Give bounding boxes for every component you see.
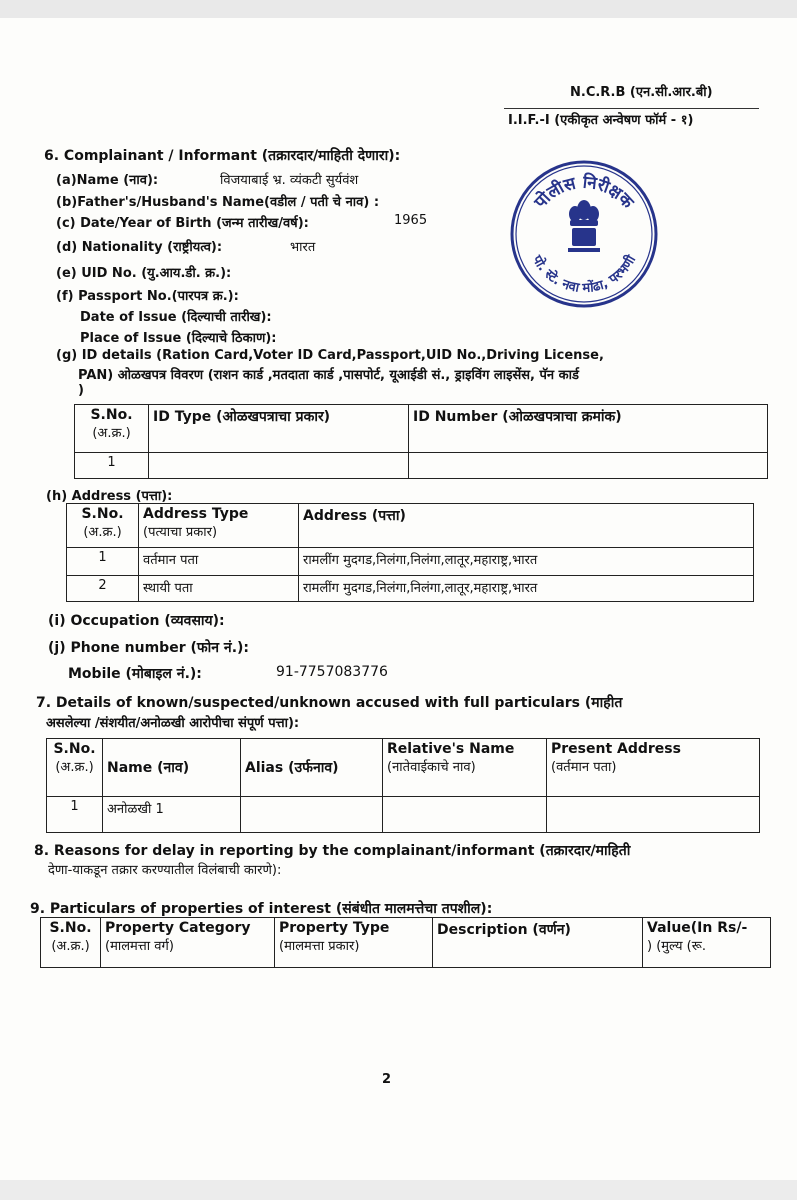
properties-header-category: Property Category (मालमत्ता वर्ग) (101, 918, 275, 968)
passport-label: (f) Passport No.(पारपत्र क्र.): (56, 289, 239, 304)
name-label: (a)Name (नाव): (56, 173, 159, 188)
stamp-top-text: पोलीस निरीक्षक (530, 172, 638, 213)
address-row-2-type: स्थायी पता (139, 576, 299, 602)
address-row-1-address: रामलींग मुदगड,निलंगा,निलंगा,लातूर,महाराष्ट्र,भारत (299, 548, 754, 576)
mobile-label: Mobile (मोबाइल नं.): (68, 666, 202, 682)
header-rule (504, 108, 759, 109)
accused-row-alias (241, 797, 383, 833)
address-table (66, 503, 754, 602)
properties-header-description: Description (वर्णन) (433, 918, 643, 968)
id-row-sno: 1 (75, 453, 149, 479)
address-table-header-address: Address (पत्ता) (299, 504, 754, 548)
uid-label: (e) UID No. (यु.आय.डी. क्र.): (56, 266, 232, 281)
table-row (47, 797, 760, 833)
top-margin (0, 0, 797, 18)
page-number: 2 (382, 1072, 392, 1087)
accused-row-name: अनोळखी 1 (103, 797, 241, 833)
accused-row-address (547, 797, 760, 833)
id-table-header-type: ID Type (ओळखपत्राचा प्रकार) (149, 405, 409, 453)
id-row-type (149, 453, 409, 479)
id-details-line-1: (g) ID details (Ration Card,Voter ID Card,Passport,UID No.,Driving License, (56, 348, 604, 363)
ncrb-header: N.C.R.B (एन.सी.आर.बी) (570, 85, 713, 100)
address-row-1-sno: 1 (67, 548, 139, 576)
name-value: विजयाबाई भ्र. व्यंकटी सुर्यवंश (220, 173, 359, 188)
mobile-value: 91-7757083776 (276, 664, 388, 680)
accused-table (46, 738, 760, 833)
nationality-value: भारत (290, 240, 316, 255)
id-details-table (74, 404, 768, 479)
accused-header-sno: S.No. (अ.क्र.) (47, 739, 103, 797)
iif-header: I.I.F.-I (एकीकृत अन्वेषण फॉर्म - १) (508, 113, 694, 128)
accused-header-alias: Alias (उर्फनाव) (241, 739, 383, 797)
id-row-number (409, 453, 768, 479)
accused-row-relative (383, 797, 547, 833)
accused-row-sno: 1 (47, 797, 103, 833)
section-9-title: 9. Particulars of properties of interest (संबंधीत मालमत्तेचा तपशील): (30, 901, 493, 917)
occupation-label: (i) Occupation (व्यवसाय): (48, 613, 225, 629)
id-table-header-sno: S.No. (अ.क्र.) (75, 405, 149, 453)
accused-header-name: Name (नाव) (103, 739, 241, 797)
properties-table (40, 917, 771, 968)
address-row-2-address: रामलींग मुदगड,निलंगा,निलंगा,लातूर,महाराष्ट्र,भारत (299, 576, 754, 602)
emblem-icon (568, 200, 600, 252)
properties-header-sno: S.No. (अ.क्र.) (41, 918, 101, 968)
address-label: (h) Address (पत्ता): (46, 489, 173, 504)
accused-header-relative: Relative's Name (नातेवाईकाचे नाव) (383, 739, 547, 797)
father-husband-label: (b)Father's/Husband's Name(वडील / पती चे नाव) : (56, 195, 380, 210)
nationality-label: (d) Nationality (राष्ट्रीयत्व): (56, 240, 223, 255)
stamp-bottom-text: पो. स्टे. नवा मोंढा, परभणी (528, 253, 640, 297)
address-row-1-type: वर्तमान पता (139, 548, 299, 576)
section-8-line-1: 8. Reasons for delay in reporting by the complainant/informant (तक्रारदार/माहिती (34, 843, 631, 859)
address-table-header-type: Address Type (पत्याचा प्रकार) (139, 504, 299, 548)
properties-header-value: Value(In Rs/- ) (मुल्य (रू. (643, 918, 771, 968)
dob-label: (c) Date/Year of Birth (जन्म तारीख/वर्ष): (56, 216, 309, 231)
accused-header-address: Present Address (वर्तमान पता) (547, 739, 760, 797)
section-8-line-2: देणा-याकडून तक्रार करण्यातील विलंबाची कारणे): (48, 863, 282, 878)
id-details-line-3: ) (78, 383, 84, 398)
properties-header-type: Property Type (मालमत्ता प्रकार) (275, 918, 433, 968)
police-seal-stamp (508, 158, 660, 310)
section-7-title-line-1: 7. Details of known/suspected/unknown accused with full particulars (माहीत (36, 695, 623, 711)
section-6-title: 6. Complainant / Informant (तक्रारदार/माहिती देणारा): (44, 148, 401, 164)
dob-value: 1965 (394, 213, 428, 228)
address-row-2-sno: 2 (67, 576, 139, 602)
table-row (67, 548, 754, 576)
table-row (75, 453, 768, 479)
date-of-issue-label: Date of Issue (दिल्याची तारीख): (80, 310, 272, 325)
section-7-title-line-2: असलेल्या /संशयीत/अनोळखी आरोपीचा संपूर्ण पत्ता): (46, 716, 300, 731)
bottom-margin (0, 1180, 797, 1200)
phone-label: (j) Phone number (फोन नं.): (48, 640, 250, 656)
table-row (67, 576, 754, 602)
id-details-line-2: PAN) ओळखपत्र विवरण (राशन कार्ड ,मतदाता कार्ड ,पासपोर्ट, यूआईडी सं., ड्राइविंग लाइसेंस, पॅन कार्ड (78, 368, 579, 383)
id-table-header-number: ID Number (ओळखपत्राचा क्रमांक) (409, 405, 768, 453)
place-of-issue-label: Place of Issue (दिल्याचे ठिकाण): (80, 331, 277, 346)
address-table-header-sno: S.No. (अ.क्र.) (67, 504, 139, 548)
